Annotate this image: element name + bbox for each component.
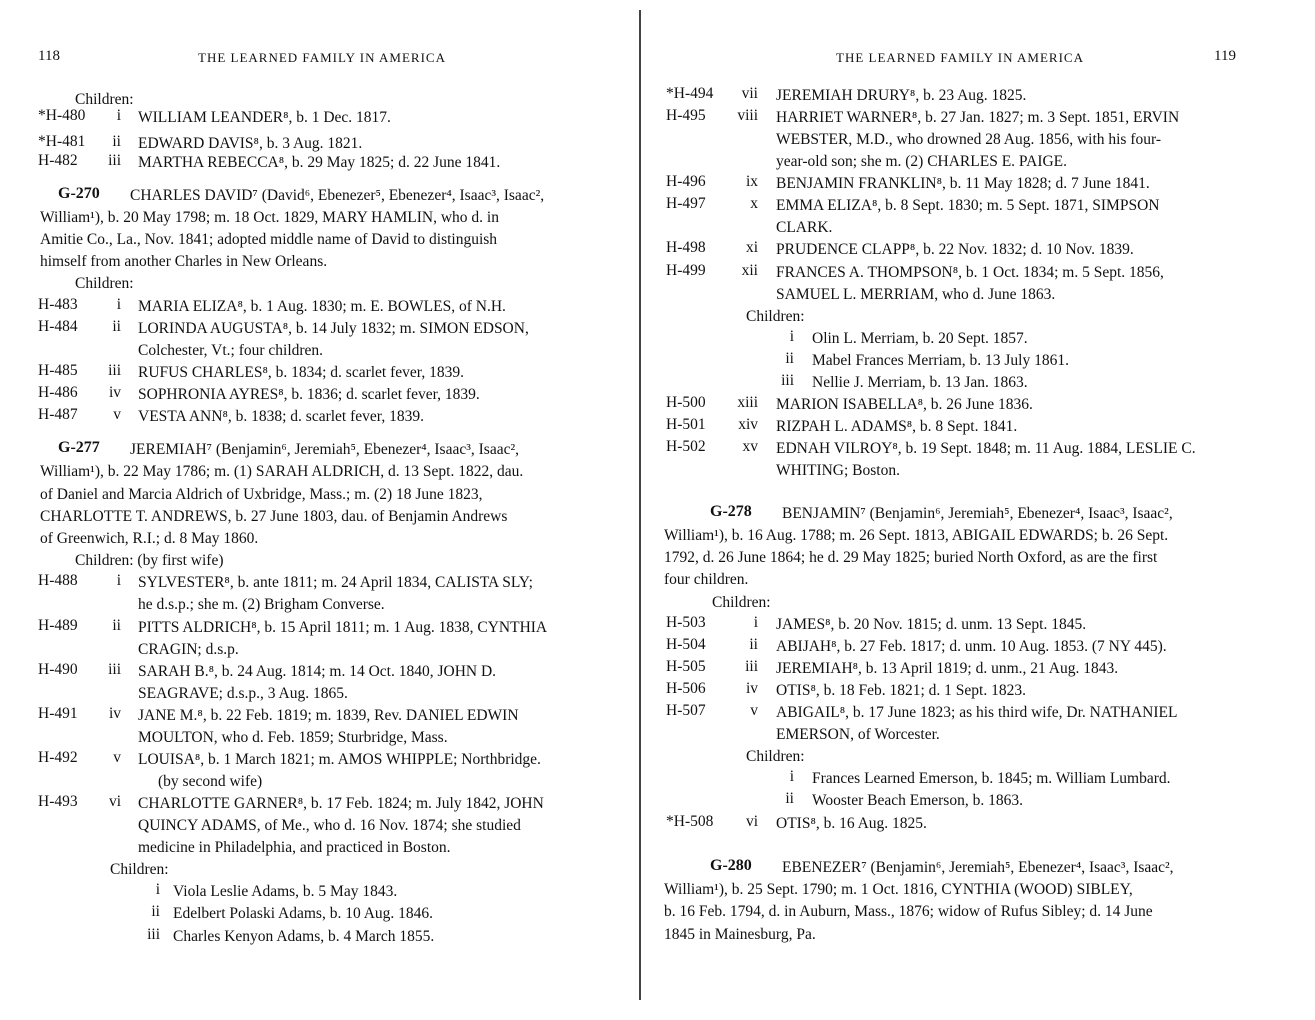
generation-id: G-280 — [710, 857, 752, 874]
person-entry: ABIJAH⁸, b. 27 Feb. 1817; d. unm. 10 Aug. 1853. (7 NY 445). — [776, 638, 1167, 655]
roman-numeral: i — [116, 107, 121, 124]
person-entry: RUFUS CHARLES⁸, b. 1834; d. scarlet fever, 1839. — [138, 364, 464, 381]
roman-numeral: i — [116, 572, 121, 589]
roman-numeral: ii — [785, 790, 794, 807]
generation-heading: JEREMIAH⁷ (Benjamin⁶, Jeremiah⁵, Ebenezer⁴, Isaac³, Isaac², — [130, 441, 519, 458]
roman-numeral: xii — [741, 262, 758, 279]
children-heading: Children: (by first wife) — [75, 552, 224, 569]
roman-numeral: i — [116, 296, 121, 313]
roman-numeral: xiii — [737, 394, 758, 411]
person-entry: OTIS⁸, b. 18 Feb. 1821; d. 1 Sept. 1823. — [776, 682, 1026, 699]
entry-continuation: year-old son; she m. (2) CHARLES E. PAIGE. — [776, 153, 1068, 170]
roman-numeral: iii — [108, 661, 121, 678]
roman-numeral: ii — [112, 318, 121, 335]
grandchild-entry: Wooster Beach Emerson, b. 1863. — [812, 792, 1023, 809]
paragraph-line: 1792, d. 26 June 1864; he d. 29 May 1825; buried North Oxford, as are the first — [664, 549, 1158, 566]
person-entry: LORINDA AUGUSTA⁸, b. 14 July 1832; m. SIMON EDSON, — [138, 320, 529, 337]
roman-numeral: viii — [737, 107, 758, 124]
paragraph-line: b. 16 Feb. 1794, d. in Auburn, Mass., 1876; widow of Rufus Sibley; d. 14 June — [664, 903, 1153, 920]
entry-continuation: QUINCY ADAMS, of Me., who d. 16 Nov. 1874; she studied — [138, 817, 521, 834]
roman-numeral: ii — [749, 636, 758, 653]
person-entry: PRUDENCE CLAPP⁸, b. 22 Nov. 1832; d. 10 Nov. 1839. — [776, 241, 1134, 258]
roman-numeral: ix — [745, 173, 758, 190]
person-id: H-488 — [38, 572, 78, 589]
person-id: H-503 — [666, 614, 706, 631]
roman-numeral: iii — [108, 152, 121, 169]
paragraph-line: William¹), b. 25 Sept. 1790; m. 1 Oct. 1816, CYNTHIA (WOOD) SIBLEY, — [664, 881, 1133, 898]
paragraph-line: of Greenwich, R.I.; d. 8 May 1860. — [40, 530, 259, 547]
entry-continuation: he d.s.p.; she m. (2) Brigham Converse. — [138, 596, 385, 613]
generation-id: G-270 — [58, 185, 100, 202]
person-entry: SOPHRONIA AYRES⁸, b. 1836; d. scarlet fever, 1839. — [138, 386, 480, 403]
roman-numeral: x — [750, 195, 758, 212]
person-entry: VESTA ANN⁸, b. 1838; d. scarlet fever, 1839. — [138, 408, 424, 425]
person-id: H-490 — [38, 661, 78, 678]
entry-continuation: Colchester, Vt.; four children. — [138, 342, 324, 359]
running-head: THE LEARNED FAMILY IN AMERICA — [836, 50, 1084, 65]
person-id: H-492 — [38, 749, 78, 766]
person-id: H-485 — [38, 362, 78, 379]
person-entry: SARAH B.⁸, b. 24 Aug. 1814; m. 14 Oct. 1840, JOHN D. — [138, 663, 497, 680]
person-id: H-495 — [666, 107, 706, 124]
entry-continuation: SEAGRAVE; d.s.p., 3 Aug. 1865. — [138, 685, 348, 702]
grandchild-entry: Frances Learned Emerson, b. 1845; m. William Lumbard. — [812, 770, 1171, 787]
person-id: H-499 — [666, 262, 706, 279]
person-id: H-500 — [666, 394, 706, 411]
roman-numeral: vii — [741, 85, 758, 102]
person-id: H-489 — [38, 617, 78, 634]
grandchild-entry: Nellie J. Merriam, b. 13 Jan. 1863. — [812, 374, 1028, 391]
page-number: 118 — [38, 48, 60, 64]
roman-numeral: iv — [108, 705, 121, 722]
roman-numeral: ii — [112, 617, 121, 634]
roman-numeral: iii — [745, 658, 758, 675]
roman-numeral: xv — [742, 438, 758, 455]
roman-numeral: xi — [745, 239, 758, 256]
entry-continuation: WEBSTER, M.D., who drowned 28 Aug. 1856, with his four- — [776, 131, 1162, 148]
entry-continuation: (by second wife) — [158, 773, 263, 790]
roman-numeral: vi — [745, 813, 758, 830]
grandchild-entry: Olin L. Merriam, b. 20 Sept. 1857. — [812, 330, 1028, 347]
person-id: *H-494 — [666, 85, 714, 102]
person-entry: WILLIAM LEANDER⁸, b. 1 Dec. 1817. — [138, 109, 391, 126]
person-id: H-497 — [666, 195, 706, 212]
roman-numeral: iii — [108, 362, 121, 379]
roman-numeral: v — [113, 406, 121, 423]
person-entry: EMMA ELIZA⁸, b. 8 Sept. 1830; m. 5 Sept. 1871, SIMPSON — [776, 197, 1160, 214]
paragraph-line: himself from another Charles in New Orleans. — [40, 253, 328, 270]
entry-continuation: CLARK. — [776, 219, 833, 236]
person-id: H-486 — [38, 384, 78, 401]
right-page — [652, 0, 1315, 1020]
children-heading: Children: — [746, 308, 805, 325]
paragraph-line: William¹), b. 16 Aug. 1788; m. 26 Sept. 1813, ABIGAIL EDWARDS; b. 26 Sept. — [664, 527, 1169, 544]
person-entry: PITTS ALDRICH⁸, b. 15 April 1811; m. 1 Aug. 1838, CYNTHIA — [138, 619, 548, 636]
roman-numeral: ii — [151, 903, 160, 920]
children-heading: Children: — [746, 748, 805, 765]
person-entry: EDNAH VILROY⁸, b. 19 Sept. 1848; m. 11 Aug. 1884, LESLIE C. — [776, 440, 1196, 457]
person-id: H-493 — [38, 793, 78, 810]
entry-continuation: SAMUEL L. MERRIAM, who d. June 1863. — [776, 286, 1056, 303]
person-id: H-491 — [38, 705, 78, 722]
entry-continuation: EMERSON, of Worcester. — [776, 726, 940, 743]
person-entry: JANE M.⁸, b. 22 Feb. 1819; m. 1839, Rev. DANIEL EDWIN — [138, 707, 519, 724]
person-id: H-483 — [38, 296, 78, 313]
children-heading: Children: — [75, 275, 134, 292]
children-heading: Children: — [712, 594, 771, 611]
roman-numeral: iii — [147, 926, 160, 943]
person-entry: OTIS⁸, b. 16 Aug. 1825. — [776, 815, 927, 832]
person-id: H-487 — [38, 406, 78, 423]
person-entry: RIZPAH L. ADAMS⁸, b. 8 Sept. 1841. — [776, 418, 1018, 435]
roman-numeral: iii — [781, 372, 794, 389]
person-entry: MARIA ELIZA⁸, b. 1 Aug. 1830; m. E. BOWLES, of N.H. — [138, 298, 506, 315]
roman-numeral: iv — [745, 680, 758, 697]
left-page — [0, 0, 640, 1020]
paragraph-line: Amitie Co., La., Nov. 1841; adopted middle name of David to distinguish — [40, 231, 498, 248]
roman-numeral: v — [750, 702, 758, 719]
person-entry: EDWARD DAVIS⁸, b. 3 Aug. 1821. — [138, 135, 363, 152]
person-id: H-504 — [666, 636, 706, 653]
person-entry: HARRIET WARNER⁸, b. 27 Jan. 1827; m. 3 Sept. 1851, ERVIN — [776, 109, 1180, 126]
person-entry: LOUISA⁸, b. 1 March 1821; m. AMOS WHIPPLE; Northbridge. — [138, 751, 541, 768]
person-entry: JAMES⁸, b. 20 Nov. 1815; d. unm. 13 Sept. 1845. — [776, 616, 1087, 633]
generation-id: G-277 — [58, 439, 100, 456]
generation-heading: EBENEZER⁷ (Benjamin⁶, Jeremiah⁵, Ebenezer⁴, Isaac³, Isaac², — [782, 859, 1174, 876]
roman-numeral: v — [113, 749, 121, 766]
paragraph-line: of Daniel and Marcia Aldrich of Uxbridge, Mass.; m. (2) 18 June 1823, — [40, 486, 483, 503]
person-id: H-482 — [38, 152, 78, 169]
entry-continuation: MOULTON, who d. Feb. 1859; Sturbridge, Mass. — [138, 729, 448, 746]
roman-numeral: xiv — [738, 416, 758, 433]
entry-continuation: WHITING; Boston. — [776, 462, 900, 479]
person-entry: MARTHA REBECCA⁸, b. 29 May 1825; d. 22 June 1841. — [138, 154, 501, 171]
children-heading: Children: — [110, 861, 169, 878]
page-number: 119 — [1214, 48, 1236, 64]
entry-continuation: CRAGIN; d.s.p. — [138, 641, 239, 658]
roman-numeral: i — [789, 328, 794, 345]
person-id: H-484 — [38, 318, 78, 335]
roman-numeral: ii — [785, 350, 794, 367]
person-entry: JEREMIAH⁸, b. 13 April 1819; d. unm., 21 Aug. 1843. — [776, 660, 1119, 677]
generation-heading: BENJAMIN⁷ (Benjamin⁶, Jeremiah⁵, Ebenezer⁴, Isaac³, Isaac², — [782, 505, 1173, 522]
person-entry: JEREMIAH DRURY⁸, b. 23 Aug. 1825. — [776, 87, 1027, 104]
person-entry: MARION ISABELLA⁸, b. 26 June 1836. — [776, 396, 1033, 413]
generation-id: G-278 — [710, 503, 752, 520]
person-entry: BENJAMIN FRANKLIN⁸, b. 11 May 1828; d. 7 June 1841. — [776, 175, 1150, 192]
paragraph-line: William¹), b. 20 May 1798; m. 18 Oct. 1829, MARY HAMLIN, who d. in — [40, 209, 499, 226]
person-id: H-498 — [666, 239, 706, 256]
running-head: THE LEARNED FAMILY IN AMERICA — [198, 50, 446, 65]
person-id: H-505 — [666, 658, 706, 675]
entry-continuation: medicine in Philadelphia, and practiced in Boston. — [138, 839, 451, 856]
person-entry: ABIGAIL⁸, b. 17 June 1823; as his third wife, Dr. NATHANIEL — [776, 704, 1178, 721]
person-id: H-496 — [666, 173, 706, 190]
person-id: H-506 — [666, 680, 706, 697]
person-id: H-502 — [666, 438, 706, 455]
generation-heading: CHARLES DAVID⁷ (David⁶, Ebenezer⁵, Ebenezer⁴, Isaac³, Isaac², — [130, 187, 545, 204]
paragraph-line: four children. — [664, 571, 749, 588]
person-entry: CHARLOTTE GARNER⁸, b. 17 Feb. 1824; m. July 1842, JOHN — [138, 795, 544, 812]
person-id: *H-508 — [666, 813, 714, 830]
person-id: *H-480 — [38, 107, 86, 124]
roman-numeral: i — [789, 768, 794, 785]
book-gutter — [639, 10, 641, 1000]
roman-numeral: i — [753, 614, 758, 631]
paragraph-line: CHARLOTTE T. ANDREWS, b. 27 June 1803, dau. of Benjamin Andrews — [40, 508, 508, 525]
paragraph-line: William¹), b. 22 May 1786; m. (1) SARAH ALDRICH, d. 13 Sept. 1822, dau. — [40, 463, 524, 480]
roman-numeral: vi — [108, 793, 121, 810]
roman-numeral: iv — [108, 384, 121, 401]
person-entry: SYLVESTER⁸, b. ante 1811; m. 24 April 1834, CALISTA SLY; — [138, 574, 533, 591]
paragraph-line: 1845 in Mainesburg, Pa. — [664, 926, 816, 943]
grandchild-entry: Viola Leslie Adams, b. 5 May 1843. — [173, 883, 398, 900]
children-heading: Children: — [75, 91, 134, 108]
grandchild-entry: Mabel Frances Merriam, b. 13 July 1861. — [812, 352, 1069, 369]
person-entry: FRANCES A. THOMPSON⁸, b. 1 Oct. 1834; m. 5 Sept. 1856, — [776, 264, 1164, 281]
roman-numeral: i — [155, 881, 160, 898]
person-id: H-501 — [666, 416, 706, 433]
grandchild-entry: Edelbert Polaski Adams, b. 10 Aug. 1846. — [173, 905, 434, 922]
person-id: H-507 — [666, 702, 706, 719]
grandchild-entry: Charles Kenyon Adams, b. 4 March 1855. — [173, 928, 435, 945]
roman-numeral: ii — [112, 133, 121, 150]
person-id: *H-481 — [38, 133, 86, 150]
